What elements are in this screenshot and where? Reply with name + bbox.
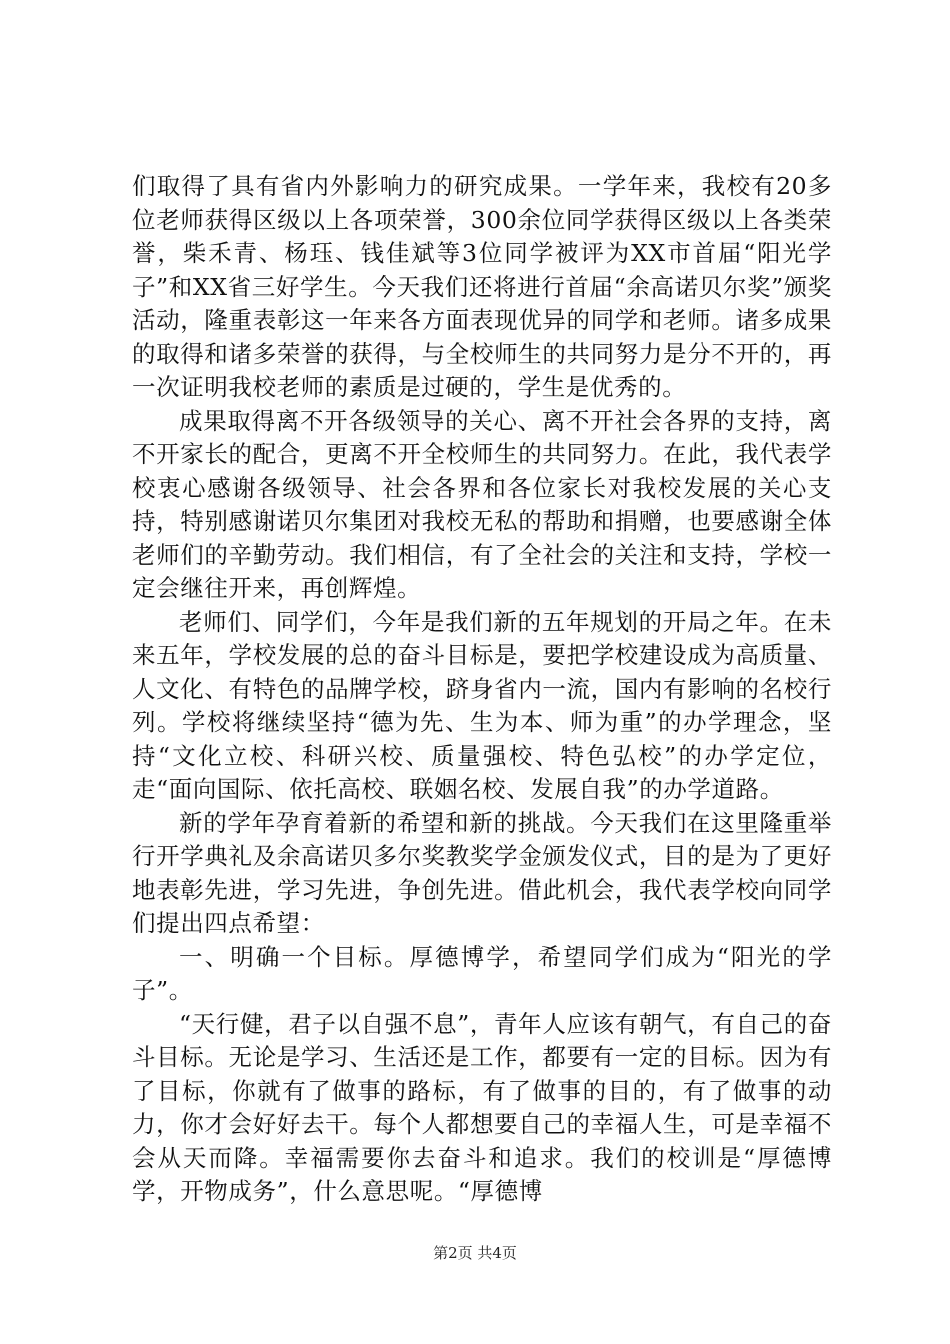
- paragraph-2: 成果取得离不开各级领导的关心、离不开社会各界的支持，离不开家长的配合，更离不开全校师生的共同努力。在此，我代表学校衷心感谢各级领导、社会各界和各位家长对我校发展的关心支持，特别感谢诺贝尔集团对我校无私的帮助和捐赠，也要感谢全体老师们的辛勤劳动。我们相信，有了全社会的关注和支持，学校一定会继往开来，再创辉煌。: [132, 406, 832, 602]
- document-body: [132, 170, 832, 1209]
- paragraph-4: 新的学年孕育着新的希望和新的挑战。今天我们在这里隆重举行开学典礼及余高诺贝多尔奖教奖学金颁发仪式，目的是为了更好地表彰先进，学习先进，争创先进。借此机会，我代表学校向同学们提出四点希望：: [132, 808, 832, 937]
- page-number-label: 第2页 共4页: [433, 1244, 517, 1262]
- paragraph-1: 们取得了具有省内外影响力的研究成果。一学年来，我校有20多位老师获得区级以上各项荣誉，300余位同学获得区级以上各类荣誉，柴禾青、杨珏、钱佳斌等3位同学被评为XX市首届“阳光学子”和XX省三好学生。今天我们还将进行首届“余高诺贝尔奖”颁奖活动，隆重表彰这一年来各方面表现优异的同学和老师。诸多成果的取得和诸多荣誉的获得，与全校师生的共同努力是分不开的，再一次证明我校老师的素质是过硬的，学生是优秀的。: [132, 172, 832, 401]
- paragraph-5: 一、明确一个目标。厚德博学，希望同学们成为“阳光的学子”。: [132, 942, 832, 1004]
- paragraph-3: 老师们、同学们，今年是我们新的五年规划的开局之年。在未来五年，学校发展的总的奋斗目标是，要把学校建设成为高质量、人文化、有特色的品牌学校，跻身省内一流，国内有影响的名校行列。学校将继续坚持“德为先、生为本、师为重”的办学理念，坚持“文化立校、科研兴校、质量强校、特色弘校”的办学定位，走“面向国际、依托高校、联姻名校、发展自我”的办学道路。: [132, 607, 832, 803]
- paragraph-6: “天行健，君子以自强不息”，青年人应该有朝气，有自己的奋斗目标。无论是学习、生活还是工作，都要有一定的目标。因为有了目标，你就有了做事的路标，有了做事的目的，有了做事的动力，你才会好好去干。每个人都想要自己的幸福人生，可是幸福不会从天而降。幸福需要你去奋斗和追求。我们的校训是“厚德博学，开物成务”，什么意思呢。“厚德博: [132, 1009, 832, 1205]
- page-footer: [0, 1243, 950, 1263]
